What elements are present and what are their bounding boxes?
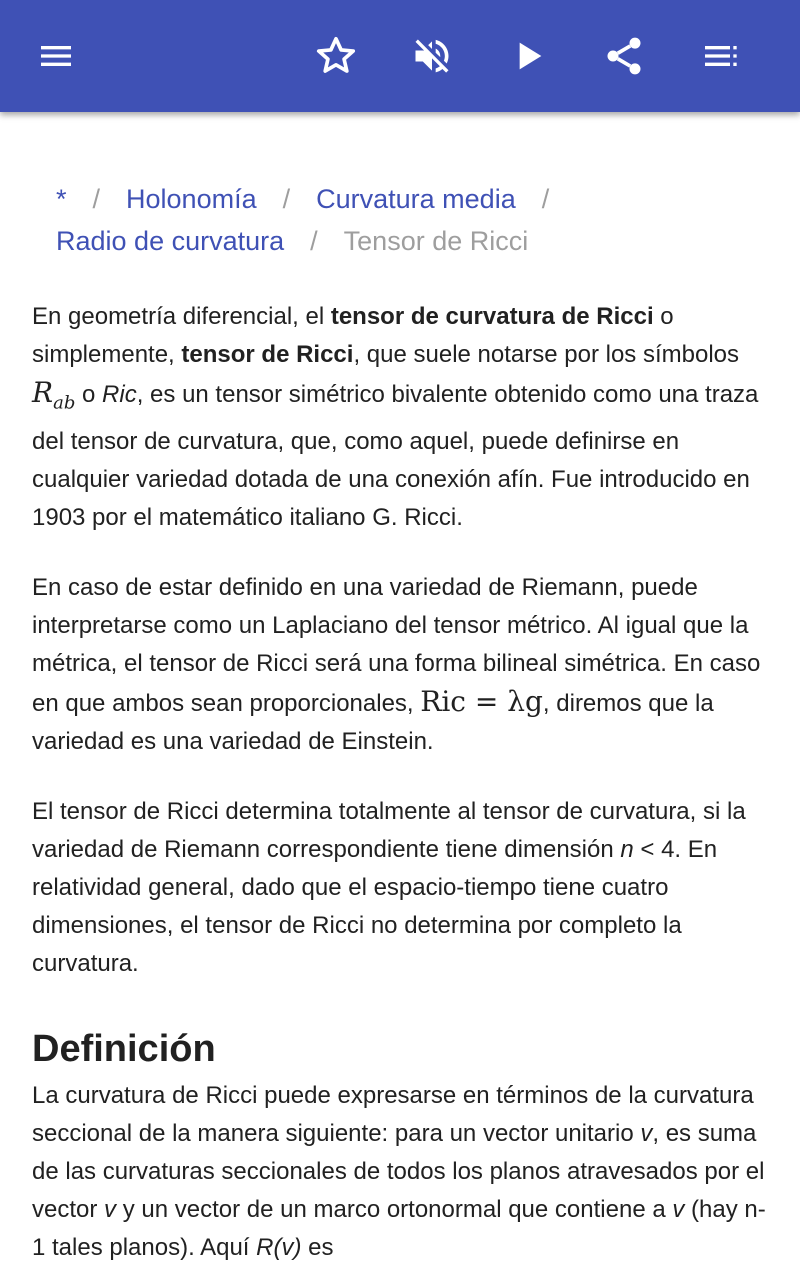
text: , es suma de las curvaturas seccionales de todos los planos atravesados por el vector (32, 1119, 765, 1223)
text: , que suele notarse por los símbolos (353, 341, 739, 368)
paragraph-dimension (32, 793, 772, 983)
math-subscript: ab (53, 392, 76, 414)
term-ric: Ric (102, 381, 137, 408)
article-body (32, 298, 772, 1280)
breadcrumb-item-home[interactable]: * (56, 184, 67, 214)
breadcrumb-separator: / (92, 184, 101, 214)
text: < 4. En relatividad general, dado que el espacio-tiempo tiene cuatro dimensiones, el tensor de Ricci no determina por completo la curvatura. (32, 835, 718, 977)
text: En caso de estar definido en una variedad de Riemann, puede interpretarse como un Laplaciano del tensor métrico. Al igual que la métrica, el tensor de Ricci será una forma bilineal simétrica. En caso en que ambos sean proporcionales, (32, 573, 761, 717)
paragraph-riemann (32, 569, 772, 761)
term-ricci-curvature: tensor de curvatura de Ricci (330, 303, 654, 330)
math-n: n (620, 835, 634, 863)
favorite-button[interactable] (304, 24, 368, 88)
text: El tensor de Ricci determina totalmente al tensor de curvatura, si la variedad de Riemann correspondiente tiene dimensión (32, 797, 746, 863)
text: En geometría diferencial, el (32, 303, 331, 330)
math-ric-lambda-g: Ric = λg (420, 684, 543, 718)
term-ricci-tensor: tensor de Ricci (181, 341, 354, 368)
breadcrumb-item-radio-de-curvatura[interactable]: Radio de curvatura (56, 226, 285, 256)
math-v: v (640, 1119, 653, 1147)
mute-button[interactable] (400, 24, 464, 88)
share-button[interactable] (592, 24, 656, 88)
paragraph-definition (32, 1077, 772, 1267)
text: , es un tensor simétrico bivalente obtenido como una traza del tensor de curvatura, que, como aquel, puede definirse en cualquier variedad dotada de una conexión afín. Fue introducido en 1903 por el matemático italiano G. Ricci. (32, 381, 759, 531)
article-content (0, 112, 800, 1280)
share-icon (602, 34, 646, 78)
list-icon (700, 36, 740, 76)
breadcrumb-separator: / (541, 184, 550, 214)
breadcrumb-separator: / (310, 226, 318, 256)
toc-button[interactable] (688, 24, 752, 88)
menu-icon (36, 36, 76, 76)
math-r-of-v: R(v) (256, 1233, 302, 1261)
math-r-ab (32, 376, 76, 414)
text: La curvatura de Ricci puede expresarse en términos de la curvatura seccional de la manera siguiente: para un vector unitario (32, 1081, 754, 1147)
text: o (75, 381, 103, 408)
breadcrumb-item-curvatura-media[interactable]: Curvatura media (316, 184, 516, 214)
volume-off-icon (410, 34, 454, 78)
math-v: v (104, 1195, 117, 1223)
math-symbol: R (32, 376, 54, 409)
math-v: v (672, 1195, 685, 1223)
breadcrumb-item-holonomia[interactable]: Holonomía (126, 184, 257, 214)
text: es (301, 1233, 334, 1261)
text: o simplemente, (32, 303, 674, 368)
breadcrumb-separator: / (282, 184, 291, 214)
paragraph-intro (32, 298, 772, 537)
breadcrumb-current: Tensor de Ricci (343, 226, 529, 256)
text: (hay n-1 tales planos). Aquí (32, 1195, 766, 1261)
app-toolbar (0, 0, 800, 112)
star-outline-icon (314, 34, 358, 78)
play-button[interactable] (496, 24, 560, 88)
text: y un vector de un marco ortonormal que contiene a (116, 1195, 673, 1223)
text: , diremos que la variedad es una variedad de Einstein. (32, 689, 714, 755)
play-icon (508, 36, 548, 76)
menu-button[interactable] (24, 24, 88, 88)
breadcrumb (56, 178, 776, 262)
section-heading-definicion: Definición (32, 1027, 216, 1070)
